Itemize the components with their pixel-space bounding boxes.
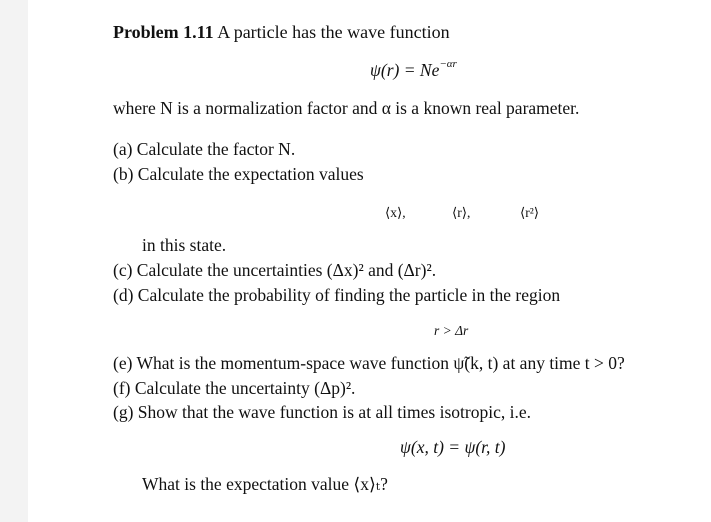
part-a: (a) Calculate the factor N. [113,139,296,159]
normalization-sentence: where N is a normalization factor and α is a known real parameter. [113,98,580,118]
part-f: (f) Calculate the uncertainty (Δp)². [113,378,356,398]
problem-intro: A particle has the wave function [217,22,450,42]
part-d: (d) Calculate the probability of finding the particle in the region [113,285,561,305]
expectation-r2: ⟨r²⟩ [520,205,540,220]
problem-label: Problem 1.11 [113,22,214,42]
expectation-r: ⟨r⟩, [452,205,471,220]
wavefunction-exponent: −αr [439,58,457,71]
problem-page [28,0,711,522]
isotropy-equation: ψ(x, t) = ψ(r, t) [400,437,506,457]
region-inequality: r > Δr [434,323,469,338]
part-b: (b) Calculate the expectation values [113,164,364,184]
part-g-tail: What is the expectation value ⟨x⟩ₜ? [142,474,388,494]
wavefunction-equation: $\psi(r) = Ne^{-\alpha r}$ [370,58,457,80]
part-b-tail: in this state. [142,235,227,255]
expectation-x: ⟨x⟩, [385,205,406,220]
part-g: (g) Show that the wave function is at all times isotropic, i.e. [113,402,531,422]
part-e: (e) What is the momentum-space wave function ψ̃(k, t) at any time t > 0? [113,353,625,373]
part-c: (c) Calculate the uncertainties (Δx)² and (Δr)². [113,260,437,280]
problem-heading [113,22,450,42]
